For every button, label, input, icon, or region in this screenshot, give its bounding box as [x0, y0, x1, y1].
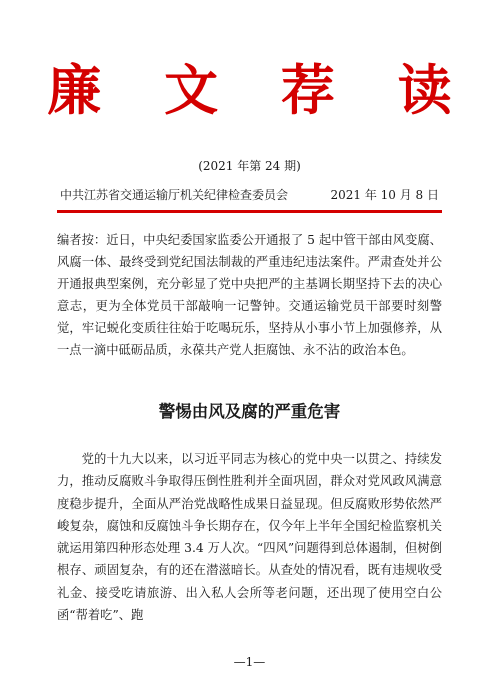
red-divider: [57, 210, 442, 213]
section-title: 警惕由风及腐的严重危害: [158, 402, 341, 421]
header-meta-row: [60, 187, 439, 203]
body-paragraph: 党的十九大以来，以习近平同志为核心的党中央一以贯之、持续发力，推动反腐败斗争取得压倒性胜利并全面巩固，群众对党风政风满意度稳步提升，全面从严治党战略性成果日益显现。但反腐败形势依然严峻复杂，腐蚀和反腐蚀斗争长期存在，仅今年上半年全国纪检监察机关就运用第四种形态处理 3.4 万人次。“四风”问题得到总体遏制，但树倒根存、顽固复杂，有的还在潜滋暗长。从查处的情况看，既有违规收受礼金、接受吃请旅游、出入私人会所等老问题，还出现了使用空白公函“帮着吃”、跑: [57, 452, 442, 623]
issue-date: 2021 年 10 月 8 日: [330, 188, 439, 202]
editor-note: [57, 229, 442, 361]
editor-note-text: 近日，中央纪委国家监委公开通报了 5 起中管干部由风变腐、风腐一体、最终受到党纪国法制裁的严重违纪违法案件。严肃查处并公开通报典型案例，充分彰显了党中央把严的主基调长期坚持下去的决心意志，更为全体党员干部敲响一记警钟。交通运输党员干部要时刻警觉，牢记蜕化变质往往始于吃喝玩乐，坚持从小事小节上加强修养，从一点一滴中砥砺品质，永葆共产党人拒腐蚀、永不沾的政治本色。: [57, 233, 442, 357]
issue-number: (2021 年第 24 期): [198, 159, 301, 173]
issuer-name: 中共江苏省交通运输厅机关纪律检查委员会: [60, 188, 289, 202]
page-number: —1—: [233, 655, 266, 669]
masthead-title: 廉 文 荐 读: [47, 58, 474, 122]
editor-note-prefix: 编者按：: [57, 233, 107, 247]
